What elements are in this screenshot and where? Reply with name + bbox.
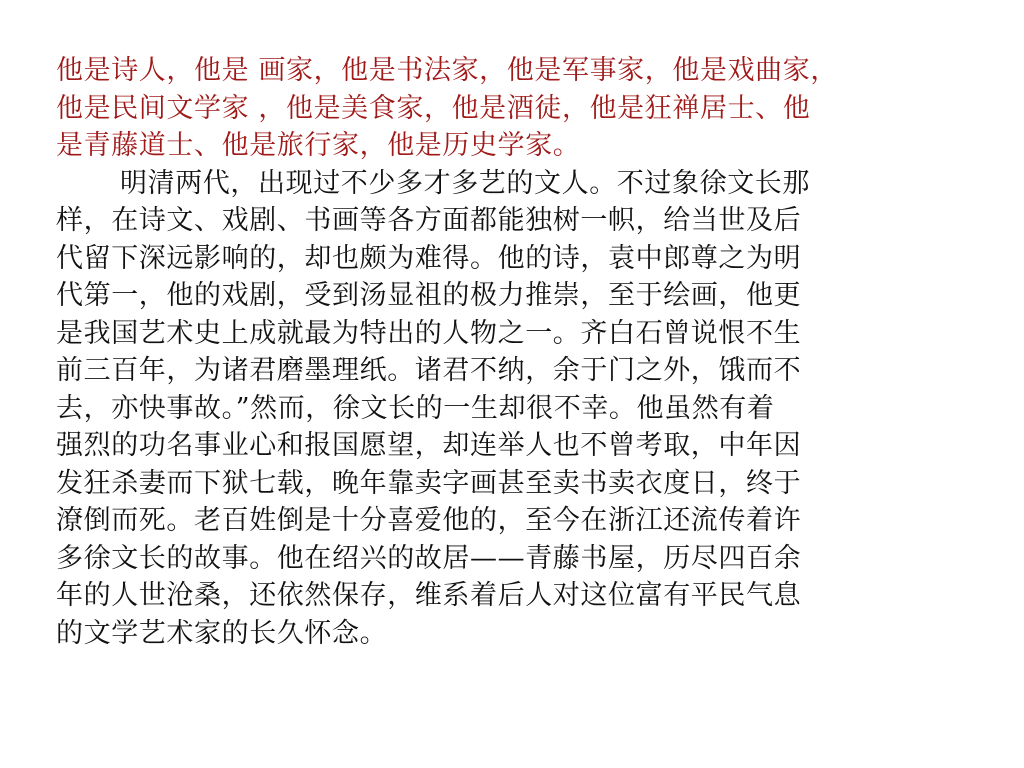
intro-line: 是青藤道士、他是旅行家，他是历史学家。 — [56, 130, 581, 161]
body-line: 强烈的功名事业心和报国愿望，却连举人也不曾考取，中年因 — [56, 430, 802, 461]
body-line: 是我国艺术史上成就最为特出的人物之一。齐白石曾说恨不生 — [56, 317, 802, 349]
body-line: 发狂杀妻而下狱七载，晚年靠卖字画甚至卖书卖衣度日，终于 — [56, 467, 802, 499]
intro-paragraph — [56, 52, 996, 165]
body-paragraph — [56, 165, 996, 653]
body-line: 年的人世沧桑，还依然保存，维系着后人对这位富有平民气息 — [56, 580, 802, 611]
body-line: 去，亦快事故。”然而，徐文长的一生却很不幸。他虽然有着 — [56, 392, 775, 424]
body-line: 代留下深远影响的，却也颇为难得。他的诗，袁中郎尊之为明 — [56, 242, 802, 274]
body-line: 样，在诗文、戏剧、书画等各方面都能独树一帜，给当世及后 — [56, 205, 802, 236]
text-block — [56, 52, 996, 652]
body-line: 明清两代，出现过不少多才多艺的文人。不过象徐文长那 — [120, 167, 810, 199]
intro-line: 他是民间文学家 ，他是美食家，他是酒徒，他是狂禅居士、他 — [56, 92, 811, 124]
body-line: 代第一，他的戏剧，受到汤显祖的极力推崇，至于绘画，他更 — [56, 280, 802, 311]
body-line: 潦倒而死。老百姓倒是十分喜爱他的，至今在浙江还流传着许 — [56, 505, 802, 536]
body-line: 的文学艺术家的长久怀念。 — [56, 617, 388, 649]
body-line: 多徐文长的故事。他在绍兴的故居——青藤书屋，历尽四百余 — [56, 542, 802, 574]
body-line: 前三百年，为诸君磨墨理纸。诸君不纳，余于门之外，饿而不 — [56, 355, 802, 386]
intro-line: 他是诗人，他是 画家，他是书法家，他是军事家，他是戏曲家， — [56, 55, 838, 86]
